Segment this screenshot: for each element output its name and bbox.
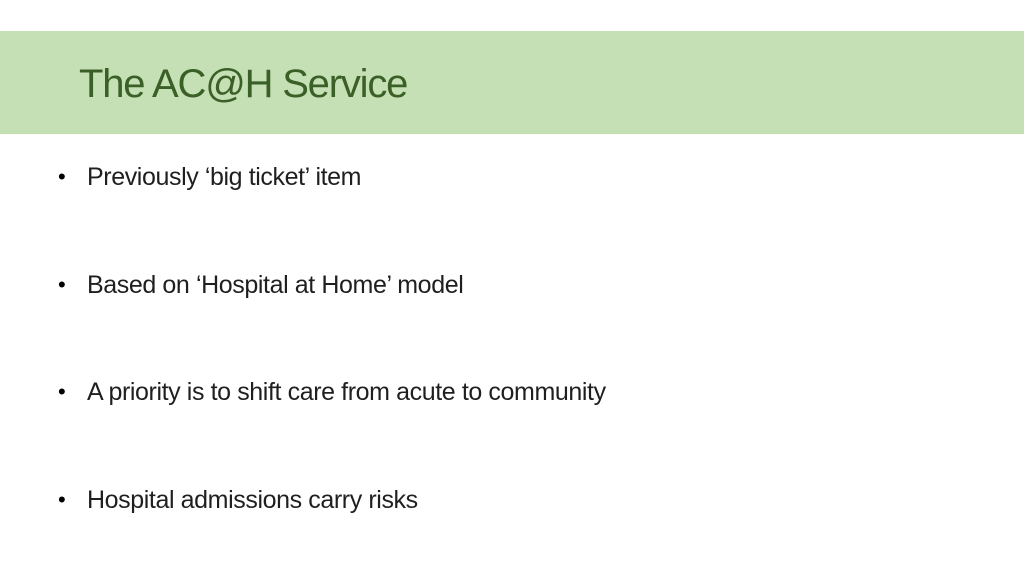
bullet-icon: • [58, 379, 66, 404]
bullet-icon: • [58, 272, 66, 297]
bullet-icon: • [58, 487, 66, 512]
bullet-item [58, 483, 958, 517]
bullet-icon: • [58, 164, 66, 189]
bullet-text: A priority is to shift care from acute to community [87, 378, 606, 406]
slide-title: The AC@H Service [79, 62, 408, 106]
bullet-text: Based on ‘Hospital at Home’ model [87, 271, 464, 299]
bullet-text: Previously ‘big ticket’ item [87, 163, 362, 191]
bullet-item [58, 375, 958, 409]
bullet-item [58, 268, 958, 302]
bullet-item [58, 160, 958, 194]
bullet-text: Hospital admissions carry risks [87, 486, 418, 514]
